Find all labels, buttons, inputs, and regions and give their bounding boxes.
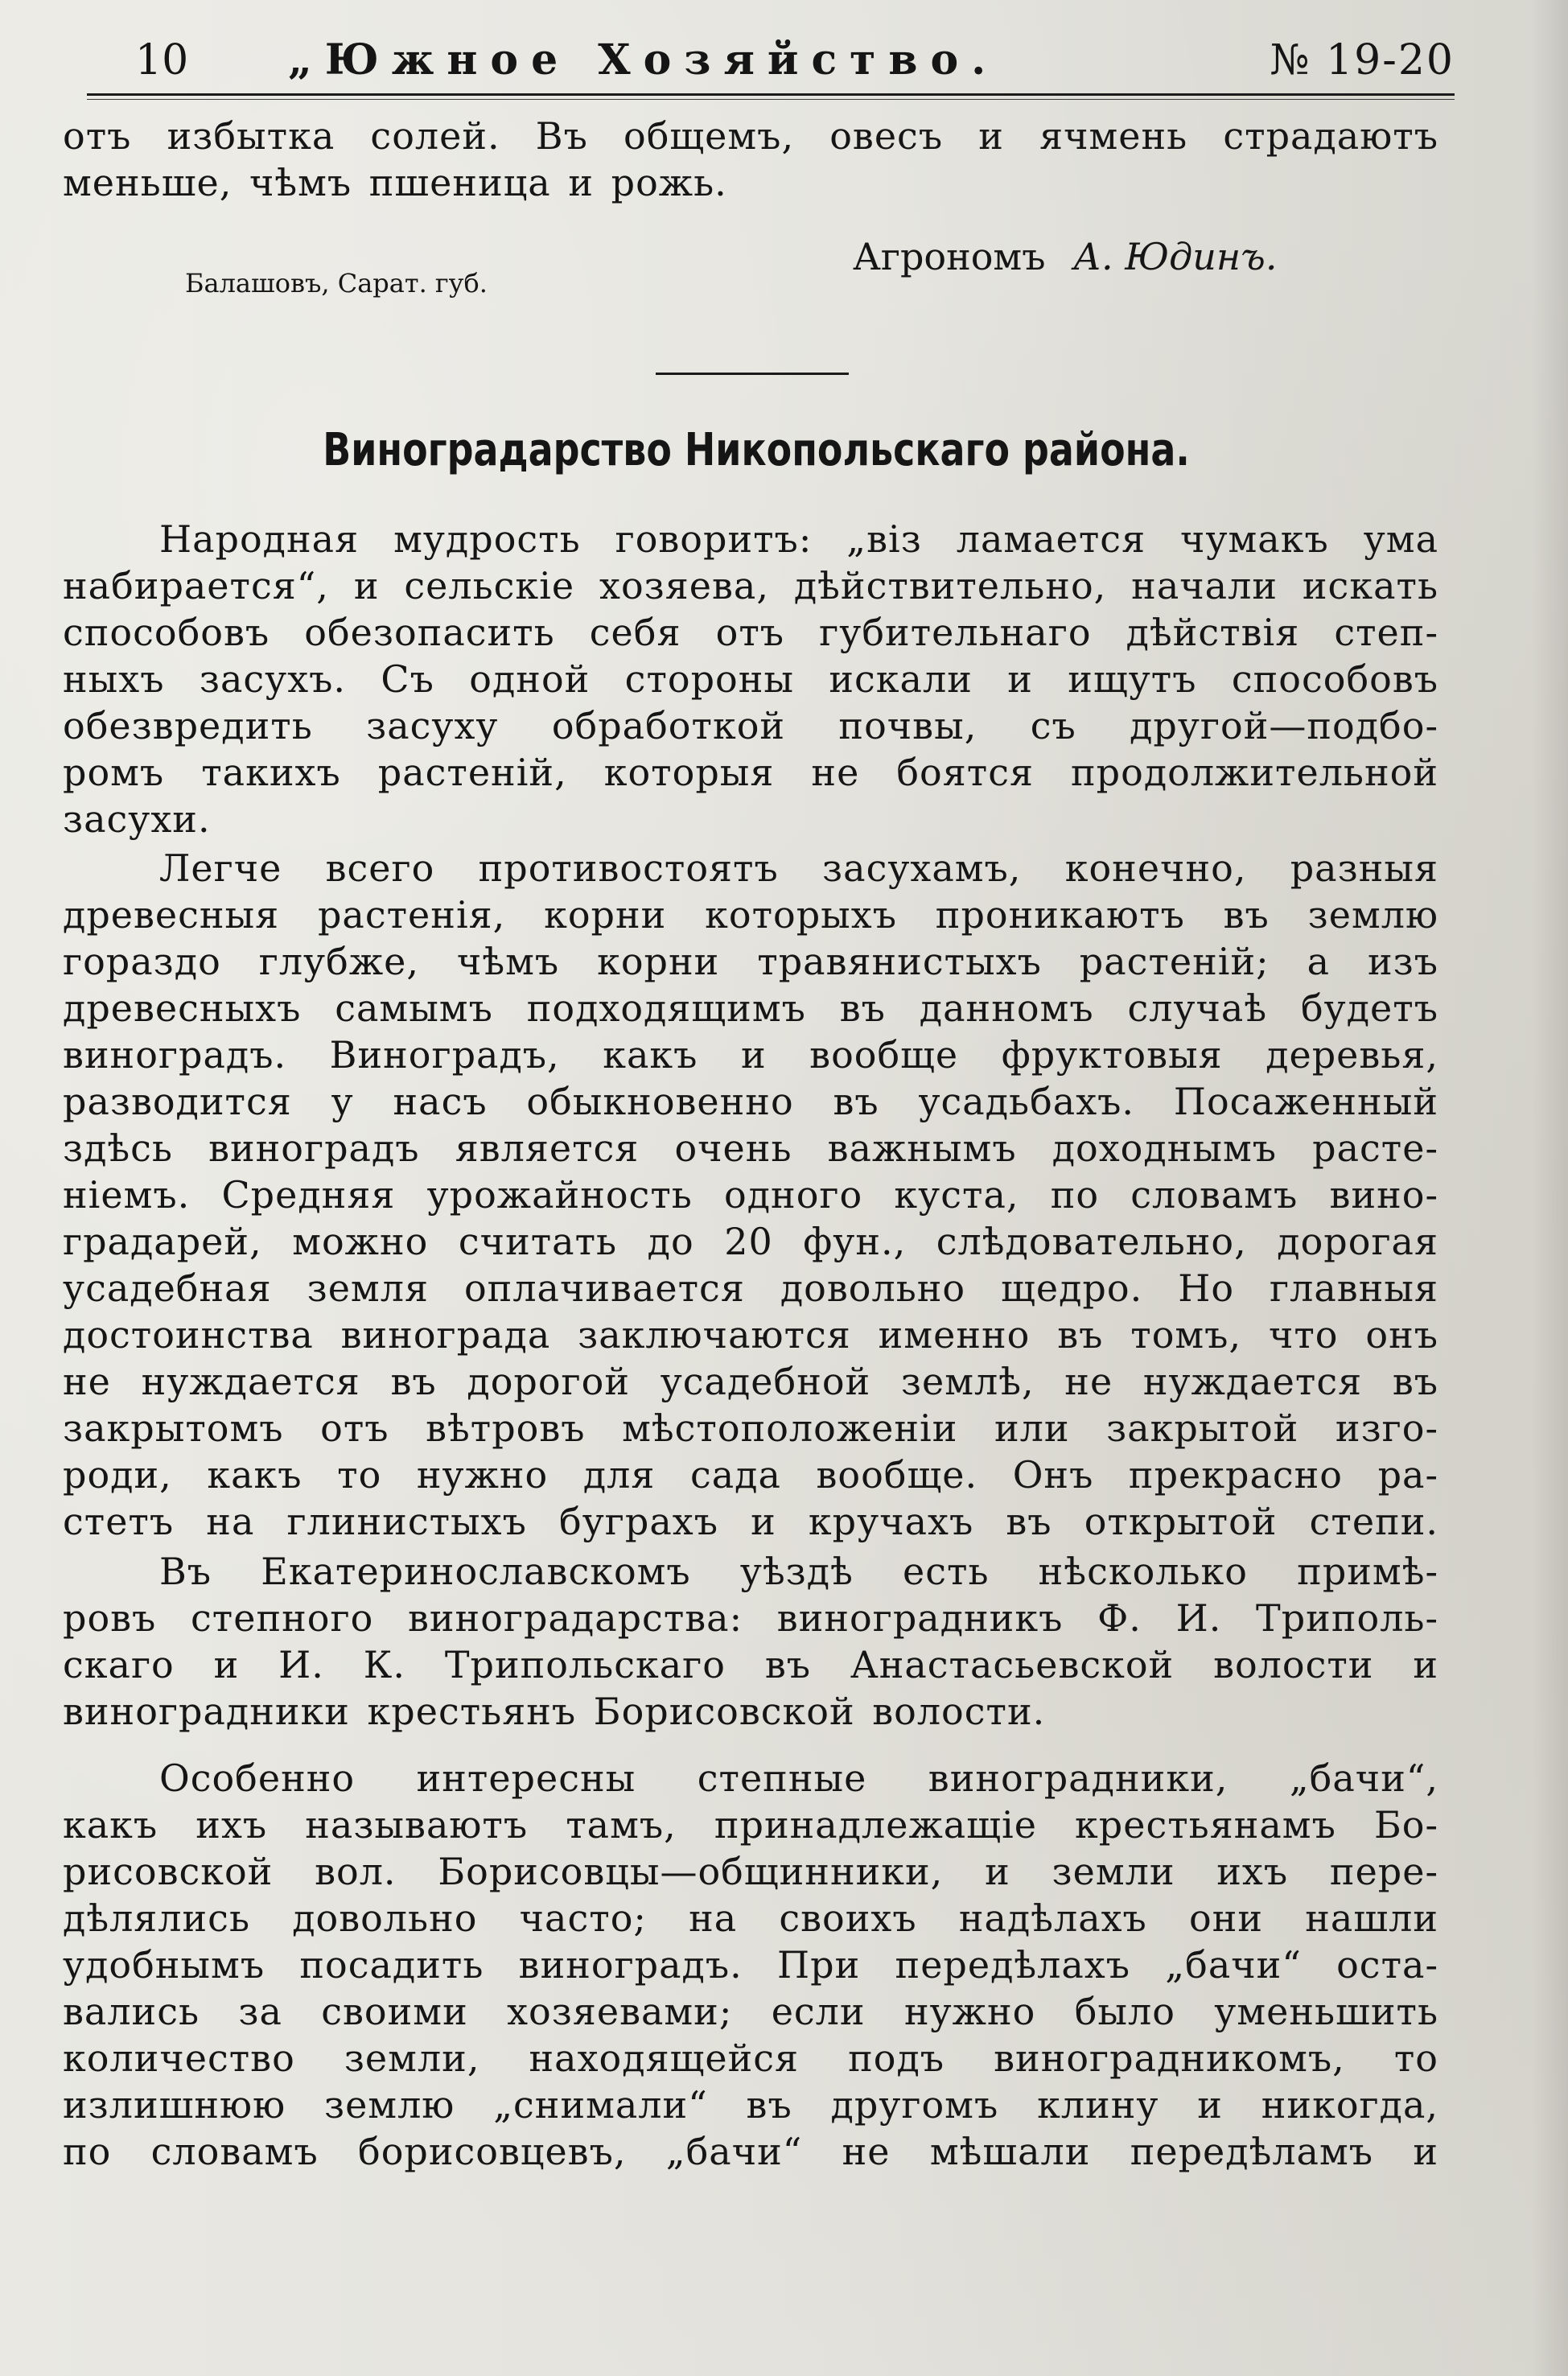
text-line: количество земли, находящейся подъ виноградникомъ, то [63, 2036, 1438, 2080]
text-line: закрытомъ отъ вѣтровъ мѣстоположеніи или закрытой изго- [63, 1406, 1438, 1450]
author-signature [853, 233, 1277, 280]
text-line: рисовской вол. Борисовцы—общинники, и земли ихъ пере- [63, 1850, 1438, 1893]
author-title: Агрономъ [853, 235, 1046, 278]
text-line: засухи. [63, 797, 211, 841]
paragraph-3 [63, 1548, 1438, 1735]
text-line: Въ Екатеринославскомъ уѣздѣ есть нѣсколько примѣ- [159, 1550, 1438, 1593]
text-line: Особенно интересны степные виноградники, „бачи“, [159, 1756, 1438, 1800]
article-title: Виноградарство Никопольскаго района. [323, 424, 1190, 476]
author-location: Балашовъ, Сарат. губ. [185, 268, 488, 299]
text-line: усадебная земля оплачивается довольно щедро. Но главныя [63, 1266, 1438, 1310]
text-line: стетъ на глинистыхъ буграхъ и кручахъ въ открытой степи. [63, 1500, 1438, 1543]
text-line: достоинства винограда заключаются именно въ томъ, что онъ [63, 1313, 1438, 1357]
text-line: излишнюю землю „снимали“ въ другомъ клину и никогда, [63, 2083, 1438, 2127]
text-line: скаго и И. К. Трипольскаго въ Анастасьевской волости и [63, 1643, 1438, 1686]
header-rule-thin [87, 99, 1455, 100]
text-line: удобнымъ посадить виноградъ. При передѣлахъ „бачи“ оста- [63, 1943, 1438, 1987]
text-line: виноградники крестьянъ Борисовской волости. [63, 1690, 1046, 1733]
text-line: древесныя растенія, корни которыхъ проникаютъ въ землю [63, 893, 1438, 937]
text-line: отъ избытка солей. Въ общемъ, овесъ и ячмень страдаютъ [63, 114, 1438, 158]
text-line: виноградъ. Виноградъ, какъ и вообще фруктовыя деревья, [63, 1033, 1438, 1077]
journal-title: „Южное Хозяйство. [288, 35, 999, 84]
text-line: какъ ихъ называютъ тамъ, принадлежащіе крестьянамъ Бо- [63, 1803, 1438, 1847]
text-line: дѣлялись довольно часто; на своихъ надѣлахъ они нашли [63, 1896, 1438, 1940]
paragraph-4 [63, 1755, 1438, 2175]
text-line: ніемъ. Средняя урожайность одного куста, по словамъ вино- [63, 1173, 1438, 1217]
paragraph-1 [63, 516, 1438, 842]
text-line: Легче всего противостоятъ засухамъ, конечно, разныя [159, 846, 1438, 890]
text-line: ныхъ засухъ. Съ одной стороны искали и ищутъ способовъ [63, 657, 1438, 701]
page-edge-shadow [1532, 0, 1568, 2376]
running-header [87, 32, 1455, 89]
previous-article-ending [63, 113, 1438, 206]
text-line: Народная мудрость говоритъ: „віз ламается чумакъ ума [159, 517, 1438, 561]
text-line: разводится у насъ обыкновенно въ усадьбахъ. Посаженный [63, 1080, 1438, 1123]
text-line: меньше, чѣмъ пшеница и рожь. [63, 161, 727, 204]
text-line: роди, какъ то нужно для сада вообще. Онъ прекрасно ра- [63, 1453, 1438, 1497]
text-line: градарей, можно считать до 20 фун., слѣдовательно, дорогая [63, 1220, 1438, 1263]
text-line: обезвредить засуху обработкой почвы, съ другой—подбо- [63, 704, 1438, 747]
page-number: 10 [135, 36, 189, 84]
text-line: древесныхъ самымъ подходящимъ въ данномъ случаѣ будетъ [63, 986, 1438, 1030]
text-line: не нуждается въ дорогой усадебной землѣ, не нуждается въ [63, 1360, 1438, 1403]
text-line: по словамъ борисовцевъ, „бачи“ не мѣшали передѣламъ и [63, 2130, 1438, 2173]
paragraph-2 [63, 845, 1438, 1545]
text-line: здѣсь виноградъ является очень важнымъ доходнымъ расте- [63, 1126, 1438, 1170]
text-line: вались за своими хозяевами; если нужно было уменьшить [63, 1990, 1438, 2033]
text-line: ромъ такихъ растеній, которыя не боятся продолжительной [63, 751, 1438, 794]
issue-number: № 19-20 [1270, 36, 1455, 84]
header-rule [87, 93, 1455, 96]
text-line: ровъ степного виноградарства: виноградникъ Ф. И. Триполь- [63, 1596, 1438, 1640]
text-line: гораздо глубже, чѣмъ корни травянистыхъ растеній; а изъ [63, 940, 1438, 983]
section-divider [656, 373, 849, 375]
text-line: способовъ обезопасить себя отъ губительнаго дѣйствія степ- [63, 611, 1438, 654]
text-line: набирается“, и сельскіе хозяева, дѣйствительно, начали искать [63, 564, 1438, 607]
author-name: А. Юдинъ. [1073, 235, 1278, 278]
